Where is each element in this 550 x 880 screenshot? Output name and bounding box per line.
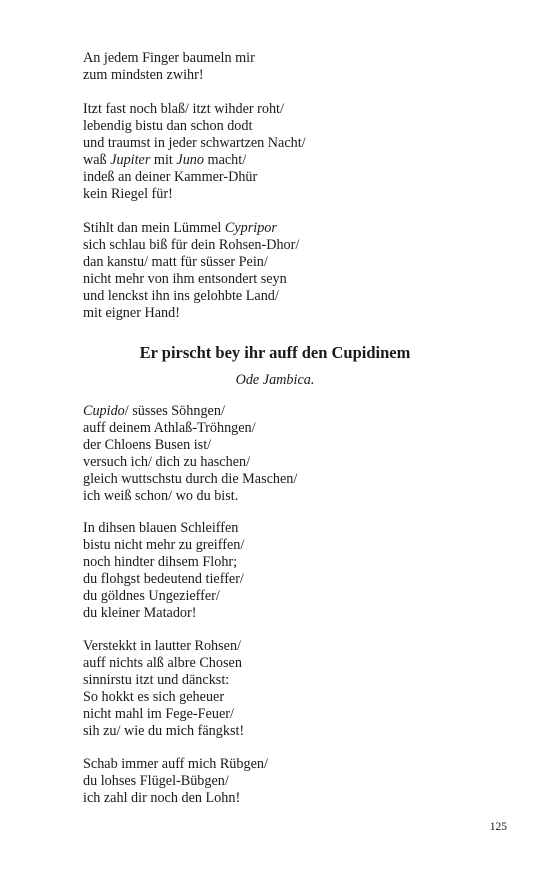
poem-line	[83, 67, 483, 84]
line-text: Stihlt dan mein Lümmel	[83, 220, 225, 236]
poem-line	[83, 790, 483, 807]
italic-text: Jupiter	[110, 152, 151, 168]
line-text: nicht mahl im Fege-Feuer/	[83, 706, 234, 722]
poem-line	[83, 237, 483, 254]
line-text: lebendig bistu dan schon dodt	[83, 118, 253, 134]
poem-line	[83, 488, 483, 505]
line-text: dan kanstu/ matt für süsser Pein/	[83, 254, 268, 270]
line-text: sich schlau biß für dein Rohsen-Dhor/	[83, 237, 300, 253]
italic-text: Cupido	[83, 403, 125, 419]
stanza	[83, 50, 483, 84]
poem-title: Er pirscht bey ihr auff den Cupidinem	[139, 343, 411, 362]
stanza	[83, 638, 483, 740]
line-text: du kleiner Matador!	[83, 605, 197, 621]
poem-line	[83, 638, 483, 655]
line-text: sinnirstu itzt und dänckst:	[83, 672, 230, 688]
poem-line	[83, 220, 483, 237]
line-text: waß	[83, 152, 111, 168]
poem-subtitle: Ode Jambica.	[235, 372, 315, 388]
line-text: ich zahl dir noch den Lohn!	[83, 790, 241, 806]
line-text: du flohgst bedeutend tieffer/	[83, 571, 244, 587]
poem-line	[83, 756, 483, 773]
line-text: An jedem Finger baumeln mir	[83, 50, 255, 66]
poem-line	[83, 254, 483, 271]
line-text: sih zu/ wie du mich fängkst!	[83, 723, 245, 739]
poem-line	[83, 186, 483, 203]
poem-line	[83, 588, 483, 605]
poem-line	[83, 672, 483, 689]
poem-line	[83, 537, 483, 554]
poem-line	[83, 271, 483, 288]
poem-line	[83, 454, 483, 471]
poem-line	[83, 520, 483, 537]
italic-text: Cypripor	[224, 220, 277, 236]
poem-line	[83, 50, 483, 67]
line-text: zum mindsten zwihr!	[83, 67, 204, 83]
poem-line	[83, 655, 483, 672]
line-text: mit	[150, 152, 177, 168]
line-text: kein Riegel für!	[83, 186, 173, 202]
poem-line	[83, 605, 483, 622]
line-text: auff deinem Athlaß-Tröhngen/	[83, 420, 256, 436]
line-text: Schab immer auff mich Rübgen/	[83, 756, 268, 772]
line-text: auff nichts alß albre Chosen	[83, 655, 242, 671]
page-number: 125	[489, 821, 507, 833]
line-text: So hokkt es sich geheuer	[83, 689, 225, 705]
poem-line	[83, 403, 483, 420]
poem-line	[83, 571, 483, 588]
line-text: mit eigner Hand!	[83, 305, 180, 321]
line-text: du göldnes Ungezieffer/	[83, 588, 220, 604]
line-text: macht/	[203, 152, 247, 168]
stanza	[83, 220, 483, 322]
line-text: In dihsen blauen Schleiffen	[83, 520, 239, 536]
stanza	[83, 520, 483, 622]
line-text: Verstekkt in lautter Rohsen/	[83, 638, 242, 654]
poem-line	[83, 437, 483, 454]
italic-text: Juno	[176, 152, 204, 168]
poem-line	[83, 706, 483, 723]
line-text: und lenckst ihn ins gelohbte Land/	[83, 288, 279, 304]
stanza	[83, 756, 483, 807]
line-text: nicht mehr von ihm entsondert seyn	[83, 271, 287, 287]
stanza	[83, 403, 483, 505]
poem-line	[83, 118, 483, 135]
line-text: und traumst in jeder schwartzen Nacht/	[83, 135, 306, 151]
line-text: Itzt fast noch blaß/ itzt wihder roht/	[83, 101, 284, 117]
stanza	[83, 101, 483, 203]
poem-line	[83, 288, 483, 305]
poem-line	[83, 135, 483, 152]
poem-line	[83, 305, 483, 322]
poem-line	[83, 169, 483, 186]
poem-line	[83, 471, 483, 488]
line-text: du lohses Flügel-Bübgen/	[83, 773, 229, 789]
line-text: noch hindter dihsem Flohr;	[83, 554, 238, 570]
line-text: gleich wuttschstu durch die Maschen/	[83, 471, 298, 487]
line-text: ich weiß schon/ wo du bist.	[83, 488, 239, 504]
poem-line	[83, 689, 483, 706]
poem-line	[83, 101, 483, 118]
line-text: bistu nicht mehr zu greiffen/	[83, 537, 245, 553]
poem-line	[83, 723, 483, 740]
poem-line	[83, 554, 483, 571]
line-text: versuch ich/ dich zu haschen/	[83, 454, 251, 470]
poem-line	[83, 152, 483, 169]
poem-line	[83, 773, 483, 790]
poem-line	[83, 420, 483, 437]
line-text: der Chloens Busen ist/	[83, 437, 212, 453]
line-text: / süsses Söhngen/	[124, 403, 225, 419]
line-text: indeß an deiner Kammer-Dhür	[83, 169, 258, 185]
